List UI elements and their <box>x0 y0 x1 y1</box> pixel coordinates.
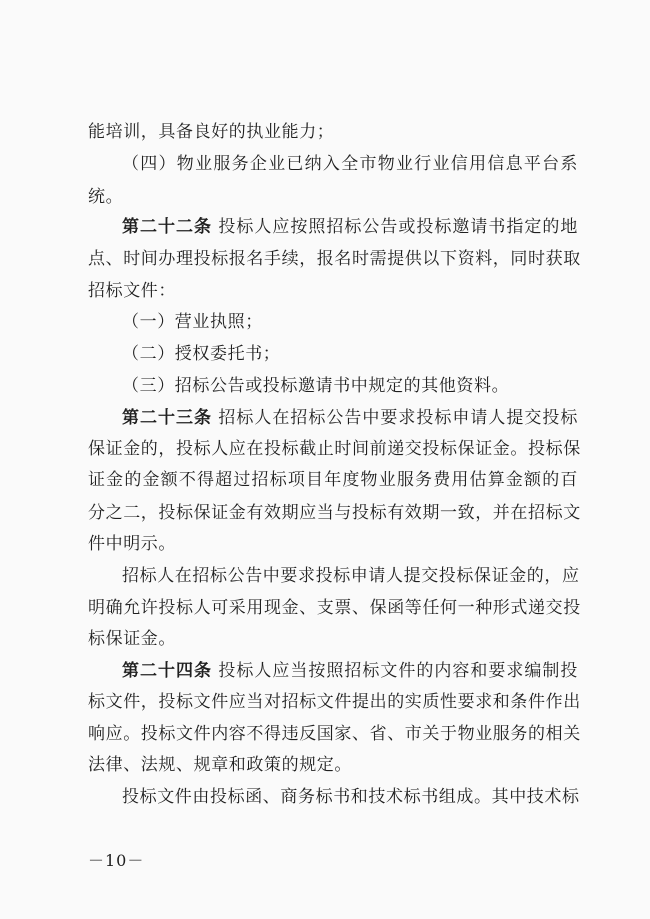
line-text: 招标人在招标公告中要求投标申请人提交投标 <box>212 408 578 428</box>
line-text: 分之二，投标保证金有效期应当与投标有效期一致，并在招标文 <box>88 503 581 523</box>
line-text: 投标人应按照招标公告或投标邀请书指定的地 <box>212 217 578 237</box>
text-line <box>122 153 578 175</box>
text-line <box>88 502 581 524</box>
text-line <box>88 628 578 650</box>
line-text: 招标人在招标公告中要求投标申请人提交投标保证金的，应 <box>122 566 580 586</box>
line-text: 能培训，具备良好的执业能力； <box>88 122 335 142</box>
text-line <box>122 565 578 587</box>
text-line <box>122 311 578 333</box>
line-text: 证金的金额不得超过招标项目年度物业服务费用估算金额的百 <box>88 470 578 490</box>
article-heading: 第二十四条 <box>122 661 212 681</box>
text-line <box>88 691 581 713</box>
line-text: 保证金的，投标人应在投标截止时间前递交投标保证金。投标保 <box>88 439 581 459</box>
page-number: －10－ <box>88 851 145 870</box>
line-text: （一）营业执照； <box>122 312 263 332</box>
line-text: 标保证金。 <box>88 629 176 649</box>
text-line <box>122 786 578 808</box>
text-line <box>88 597 581 619</box>
article-heading: 第二十二条 <box>122 217 212 237</box>
line-text: 件中明示。 <box>88 534 176 554</box>
text-line <box>122 216 578 238</box>
line-text: 标文件，投标文件应当对招标文件提出的实质性要求和条件作出 <box>88 692 581 712</box>
text-line <box>122 660 578 682</box>
text-line <box>88 723 581 745</box>
line-text: 法律、法规、规章和政策的规定。 <box>88 755 352 775</box>
text-line <box>122 343 578 365</box>
line-text: 点、时间办理投标报名手续，报名时需提供以下资料，同时获取 <box>88 249 581 269</box>
text-line <box>88 533 578 555</box>
text-line <box>88 248 581 270</box>
text-line <box>88 469 578 491</box>
text-line <box>88 186 578 208</box>
line-text: （三）招标公告或投标邀请书中规定的其他资料。 <box>122 376 510 396</box>
line-text: （四）物业服务企业已纳入全市物业行业信用信息平台系 <box>122 154 578 174</box>
text-line <box>88 754 578 776</box>
text-line <box>122 407 578 429</box>
line-text: 投标人应当按照招标文件的内容和要求编制投 <box>212 661 578 681</box>
text-line <box>122 375 578 397</box>
text-line <box>88 280 578 302</box>
article-heading: 第二十三条 <box>122 408 212 428</box>
line-text: 投标文件由投标函、商务标书和技术标书组成。其中技术标 <box>122 787 580 807</box>
line-text: 明确允许投标人可采用现金、支票、保函等任何一种形式递交投 <box>88 598 581 618</box>
text-line <box>88 121 578 143</box>
text-line <box>88 438 581 460</box>
line-text: 招标文件： <box>88 281 176 301</box>
line-text: （二）授权委托书； <box>122 344 281 364</box>
line-text: 统。 <box>88 187 124 207</box>
line-text: 响应。投标文件内容不得违反国家、省、市关于物业服务的相关 <box>88 724 581 744</box>
